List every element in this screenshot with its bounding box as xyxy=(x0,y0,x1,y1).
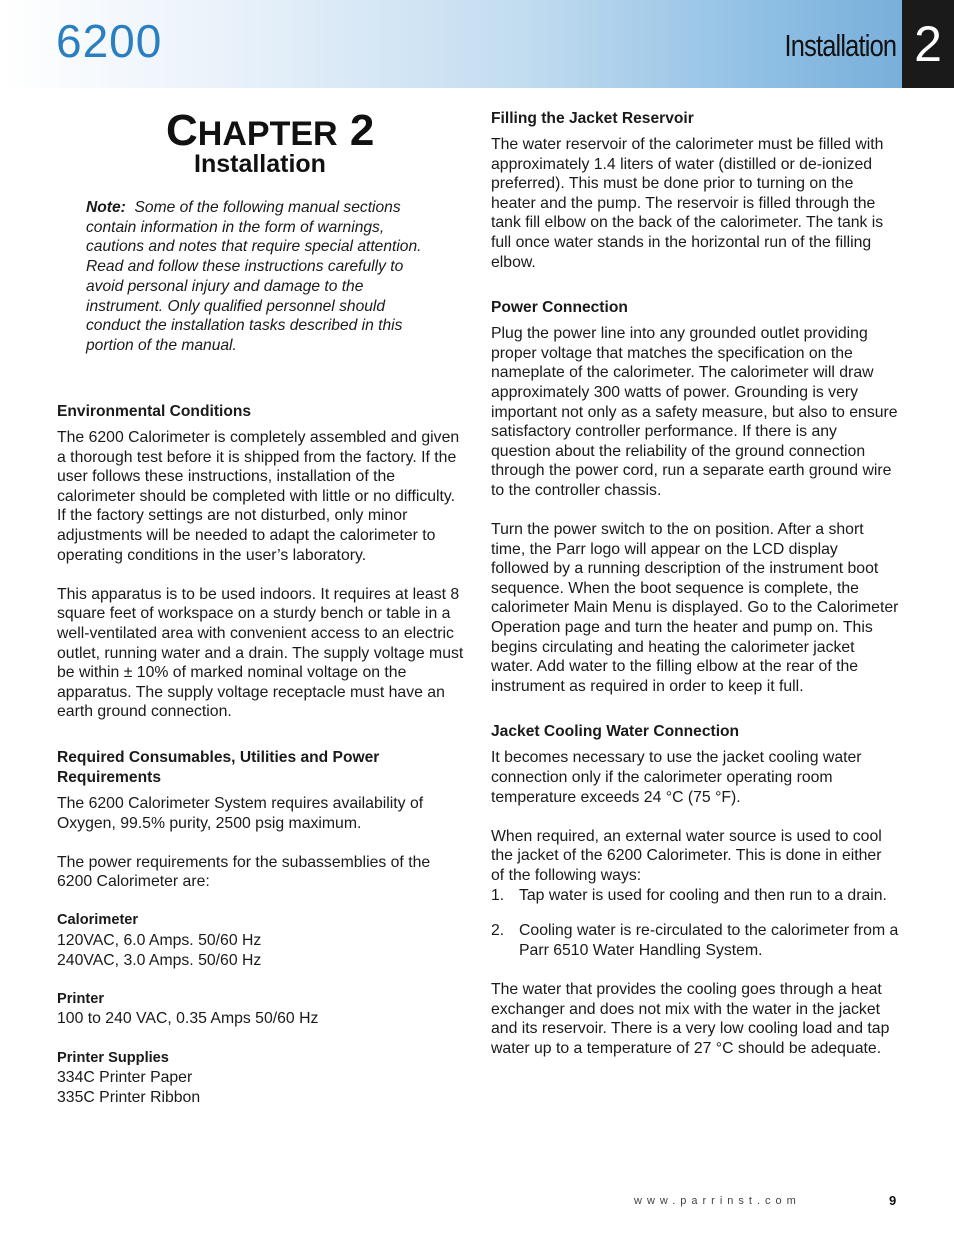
environmental-paragraph-1: The 6200 Calorimeter is completely assembled and given a thorough test before it is shipped from the factory. If the user follows these instructions, installation of the calorimeter should be completed with little or no difficulty. If the factory settings are not disturbed, only minor adjustments will be needed to adapt the calorimeter to operating conditions in the user’s laboratory. xyxy=(57,429,460,564)
consumables-paragraph-1: The 6200 Calorimeter System requires availability of Oxygen, 99.5% purity, 2500 psig maximum. xyxy=(57,794,424,832)
consumables-heading: Required Consumables, Utilities and Power Requirements xyxy=(57,748,380,786)
left-column xyxy=(57,402,465,1107)
printer-supplies-label: Printer Supplies xyxy=(57,1049,169,1066)
chapter-first-letter: C xyxy=(166,106,198,155)
model-number: 6200 xyxy=(56,15,163,67)
consumables-paragraph-2: The power requirements for the subassemblies of the 6200 Calorimeter are: xyxy=(57,853,431,891)
environmental-paragraph-2: This apparatus is to be used indoors. It requires at least 8 square feet of workspace on a sturdy bench or table in a well-ventilated area with convenient access to an electric outlet, running water and a drain. The supply voltage must be within ± 10% of marked nominal voltage on the apparatus. The supply voltage receptacle must have an earth ground connection. xyxy=(57,585,464,721)
page-number: 9 xyxy=(889,1193,897,1208)
cooling-heading: Jacket Cooling Water Connection xyxy=(491,723,740,741)
printer-label: Printer xyxy=(57,990,105,1007)
chapter-word: HAPTER xyxy=(197,115,338,153)
calorimeter-label: Calorimeter xyxy=(57,912,139,929)
environmental-heading: Environmental Conditions xyxy=(57,403,252,420)
cooling-paragraph-3: The water that provides the cooling goes through a heat exchanger and does not mix with the water in the jacket and its reservoir. There is a very low cooling load and tap water up to a temperature of 27 °C should be adequate. xyxy=(491,980,890,1057)
list-number: 1. xyxy=(491,886,505,904)
list-item xyxy=(491,921,899,960)
list-text: Tap water is used for cooling and then run to a drain. xyxy=(519,886,887,904)
cooling-paragraph-1: It becomes necessary to use the jacket cooling water connection only if the calorimeter operating room temperature exceeds 24 °C (75 °F). xyxy=(491,749,862,806)
power-heading: Power Connection xyxy=(491,299,628,317)
chapter-tab: 2 xyxy=(902,0,954,88)
list-text: Cooling water is re-circulated to the calorimeter from a Parr 6510 Water Handling System. xyxy=(519,922,899,959)
power-paragraph-1: Plug the power line into any grounded outlet providing proper voltage that matches the specification on the nameplate of the calorimeter. The calorimeter will draw approximately 300 watts of power. Grounding is very important not only as a safety measure, but also to ensure satisfactory controller performance. If there is any question about the reliability of the ground connection through the power cord, run a separate earth ground wire to the controller chassis. xyxy=(491,325,898,499)
cooling-paragraph-2: When required, an external water source is used to cool the jacket of the 6200 Calorimeter. This is done in either of the following ways: xyxy=(491,827,882,884)
printer-supplies-line-1: 334C Printer Paper xyxy=(57,1069,193,1087)
filling-heading: Filling the Jacket Reservoir xyxy=(491,110,694,127)
list-number: 2. xyxy=(491,922,505,940)
note-text: Some of the following manual sections contain information in the form of warnings, cautions and notes that require special attention. Read and follow these instructions carefully to avoid personal injury and damage to the instrument. Only qualified personnel should conduct the installation tasks described in this portion of the manual. xyxy=(86,199,422,354)
list-item xyxy=(491,886,899,906)
printer-supplies-line-2: 335C Printer Ribbon xyxy=(57,1088,201,1106)
chapter-subtitle: Installation xyxy=(194,150,326,178)
note-label: Note: xyxy=(86,199,126,216)
calorimeter-power-line-1: 120VAC, 6.0 Amps. 50/60 Hz xyxy=(57,932,262,950)
note-block xyxy=(86,198,438,356)
power-paragraph-2: Turn the power switch to the on position. After a short time, the Parr logo will appear on the LCD display followed by a running description of the instrument boot sequence. When the boot sequence is complete, the calorimeter Main Menu is displayed. Go to the Calorimeter Operation page and turn the heater and pump on. This begins circulating and heating the calorimeter jacket water. Add water to the filling elbow at the rear of the instrument as required in order to keep it full. xyxy=(491,521,899,695)
filling-paragraph: The water reservoir of the calorimeter must be filled with approximately 1.4 liters of water (distilled or de-ionized preferred). This must be done prior to turning on the heater and the pump. The reservoir is filled through the tank fill elbow on the back of the calorimeter. The tank is full once water stands in the horizontal run of the filling elbow. xyxy=(491,136,884,271)
chapter-heading xyxy=(166,106,374,156)
page-header xyxy=(0,0,954,88)
right-column xyxy=(491,109,899,1058)
footer-url: www.parrinst.com xyxy=(634,1195,801,1207)
chapter-number: 2 xyxy=(349,106,375,155)
printer-power-line: 100 to 240 VAC, 0.35 Amps 50/60 Hz xyxy=(57,1010,319,1028)
cooling-methods-list xyxy=(491,886,899,961)
calorimeter-power-line-2: 240VAC, 3.0 Amps. 50/60 Hz xyxy=(57,951,262,969)
section-title: Installation xyxy=(784,28,896,63)
